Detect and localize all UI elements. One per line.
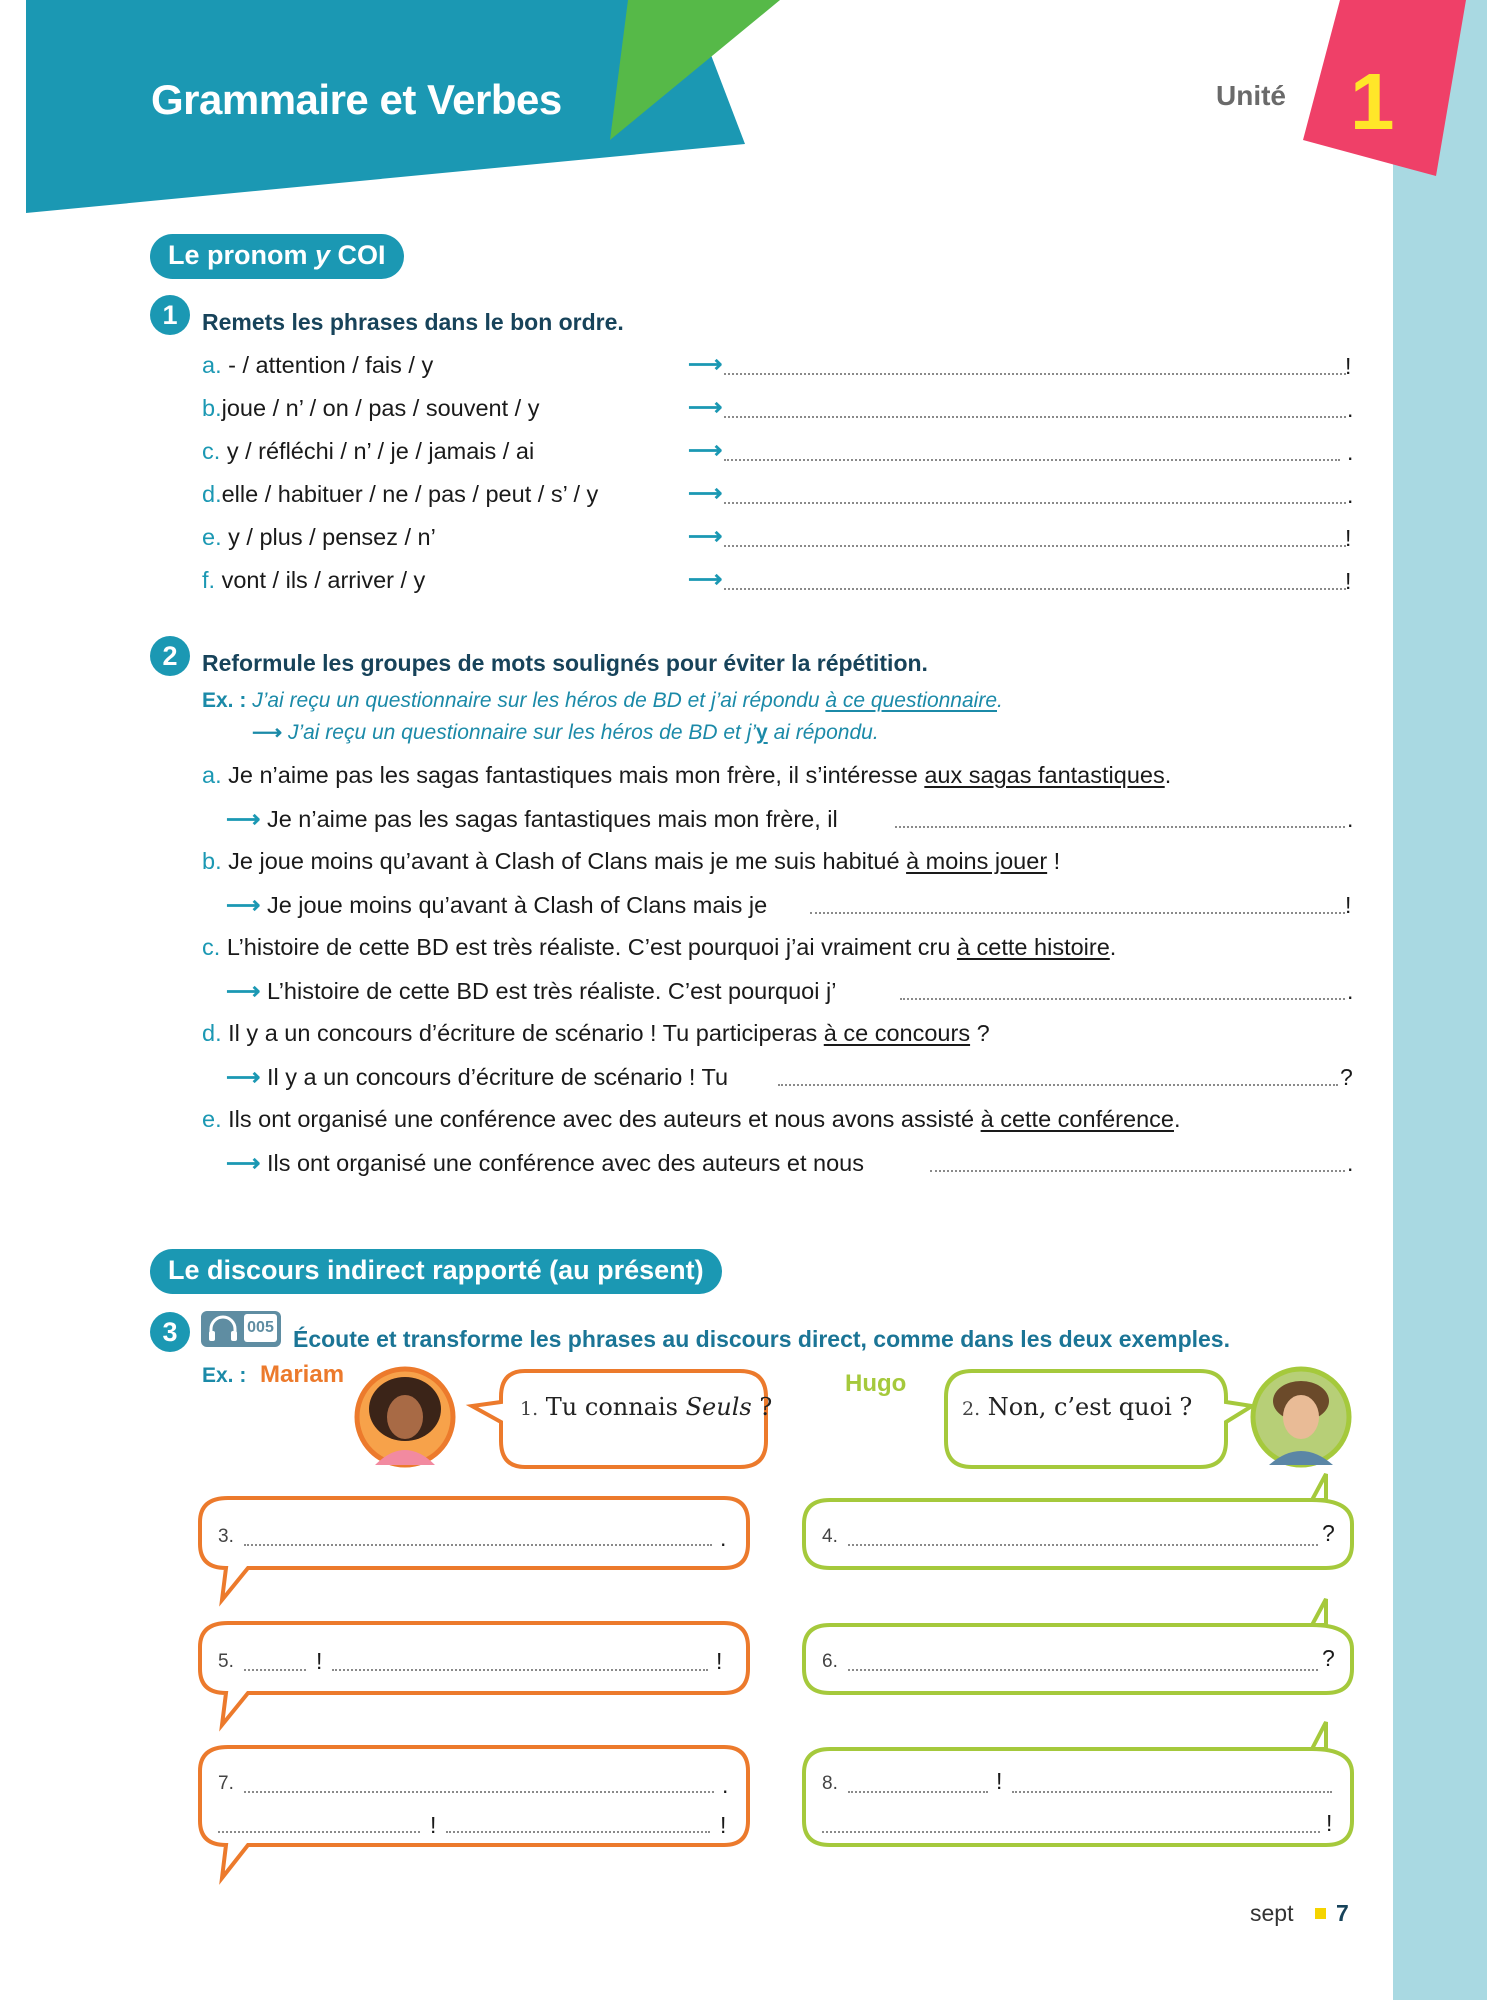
page-number: 7 — [1336, 1900, 1349, 1926]
answer-7-line-2[interactable] — [218, 1831, 420, 1833]
ex1-end-e: ! — [1345, 525, 1352, 551]
arrow-icon: ⟶ — [688, 566, 723, 593]
arrow-icon: ⟶ — [688, 437, 723, 464]
ex2-end-c: . — [1347, 978, 1354, 1004]
arrow-icon: ⟶ — [226, 1150, 261, 1177]
ex3-example-label: Ex. : — [202, 1364, 247, 1387]
ex2-answer-b[interactable] — [810, 912, 1345, 914]
arrow-icon: ⟶ — [226, 978, 261, 1005]
answer-5-line-1[interactable] — [244, 1669, 306, 1671]
arrow-icon: ⟶ — [226, 892, 261, 919]
arrow-icon: ⟶ — [688, 480, 723, 507]
answer-7-end-1: . — [722, 1772, 729, 1798]
exercise-number-3: 3 — [150, 1312, 190, 1352]
ex2-answer-e[interactable] — [930, 1170, 1345, 1172]
ex2-example-line-1: Ex. : J’ai reçu un questionnaire sur les héros de BD et j’ai répondu à ce questionnaire. — [202, 689, 1003, 712]
answer-3-line[interactable] — [244, 1544, 712, 1546]
answer-bubble-7 — [200, 1747, 748, 1878]
ex1-answer-e[interactable] — [724, 545, 1346, 547]
ex1-item-b: b.joue / n’ / on / pas / souvent / y — [202, 395, 540, 421]
bubble-2-text: 2. Non, c’est quoi ? — [962, 1393, 1193, 1421]
page-number-word: sept — [1250, 1900, 1294, 1926]
ex1-end-c: . — [1347, 439, 1354, 465]
answer-bubble-8 — [804, 1722, 1352, 1845]
ex1-end-d: . — [1347, 482, 1354, 508]
answer-6-end: ? — [1322, 1645, 1335, 1671]
unit-label: Unité — [1216, 80, 1286, 111]
unit-number: 1 — [1350, 57, 1395, 146]
answer-8-line-2[interactable] — [1012, 1791, 1332, 1793]
exercise-number-1: 1 — [150, 295, 190, 335]
arrow-icon: ⟶ — [688, 523, 723, 550]
ex1-end-b: . — [1347, 396, 1354, 422]
answer-5-mid: ! — [316, 1648, 323, 1674]
audio-track-badge[interactable] — [201, 1311, 281, 1347]
ex1-item-c: c. y / réfléchi / n’ / je / jamais / ai — [202, 438, 535, 464]
answer-5-line-2[interactable] — [332, 1669, 708, 1671]
answer-5-number: 5. — [218, 1651, 234, 1672]
answer-3-end: . — [720, 1525, 727, 1551]
answer-7-line-1[interactable] — [244, 1791, 714, 1793]
ex2-item-c: c. L’histoire de cette BD est très réaliste. C’est pourquoi j’ai vraiment cru à cette histoire. — [202, 934, 1117, 960]
ex1-answer-c[interactable] — [724, 459, 1340, 461]
answer-bubble-4 — [804, 1474, 1352, 1568]
ex1-item-e: e. y / plus / pensez / n’ — [202, 524, 436, 550]
ex1-end-f: ! — [1345, 568, 1352, 594]
answer-8-line-1[interactable] — [848, 1791, 988, 1793]
section-title-pronom-y: Le pronom y COI — [150, 234, 404, 279]
answer-bubble-5 — [200, 1623, 748, 1725]
arrow-icon: ⟶ — [688, 394, 723, 421]
ex1-item-a: a. - / attention / fais / y — [202, 352, 434, 378]
section-title-discours-indirect: Le discours indirect rapporté (au présent) — [150, 1249, 722, 1294]
ex2-answer-d[interactable] — [778, 1084, 1338, 1086]
answer-8-line-3[interactable] — [822, 1831, 1320, 1833]
answer-7-line-3[interactable] — [446, 1831, 710, 1833]
ex2-end-b: ! — [1345, 892, 1352, 918]
ex1-answer-d[interactable] — [724, 502, 1346, 504]
ex2-item-b: b. Je joue moins qu’avant à Clash of Clans mais je me suis habitué à moins jouer ! — [202, 848, 1061, 874]
page-number-square-icon — [1315, 1908, 1326, 1919]
ex2-answer-prefix-d: ⟶ Il y a un concours d’écriture de scénario ! Tu — [226, 1064, 729, 1091]
audio-track-number: 005 — [244, 1314, 277, 1342]
ex2-item-d: d. Il y a un concours d’écriture de scénario ! Tu participeras à ce concours ? — [202, 1020, 990, 1046]
page-title: Grammaire et Verbes — [151, 76, 562, 123]
answer-7-number: 7. — [218, 1773, 234, 1794]
answer-4-end: ? — [1322, 1520, 1335, 1546]
ex2-answer-prefix-e: ⟶ Ils ont organisé une conférence avec des auteurs et nous — [226, 1150, 864, 1177]
answer-8-end-2: ! — [1326, 1810, 1333, 1836]
ex2-answer-a[interactable] — [895, 826, 1345, 828]
answer-8-number: 8. — [822, 1773, 838, 1794]
ex1-item-f: f. vont / ils / arriver / y — [202, 567, 426, 593]
ex1-end-a: ! — [1345, 353, 1352, 379]
arrow-icon: ⟶ — [226, 1064, 261, 1091]
answer-6-line[interactable] — [848, 1669, 1318, 1671]
ex1-item-d: d.elle / habituer / ne / pas / peut / s’ / y — [202, 481, 599, 507]
answer-7-end-2: ! — [720, 1812, 727, 1838]
answer-6-number: 6. — [822, 1651, 838, 1672]
bubble-1-text: 1. Tu connais Seuls ? — [520, 1393, 773, 1421]
answer-3-number: 3. — [218, 1526, 234, 1547]
headphones-icon — [203, 1311, 243, 1347]
answer-5-end: ! — [716, 1648, 723, 1674]
answer-7-mid-2: ! — [430, 1812, 437, 1838]
exercise-2-instruction: Reformule les groupes de mots soulignés pour éviter la répétition. — [202, 650, 928, 676]
ex2-end-a: . — [1347, 806, 1354, 832]
ex1-answer-f[interactable] — [724, 588, 1346, 590]
ex2-answer-c[interactable] — [900, 998, 1345, 1000]
side-strip — [1393, 0, 1487, 2000]
exercise-3-instruction: Écoute et transforme les phrases au discours direct, comme dans les deux exemples. — [293, 1326, 1230, 1352]
answer-4-line[interactable] — [848, 1544, 1318, 1546]
ex2-item-a: a. Je n’aime pas les sagas fantastiques mais mon frère, il s’intéresse aux sagas fantastiques. — [202, 762, 1172, 788]
ex2-example-line-2: ⟶ J’ai reçu un questionnaire sur les héros de BD et j’y ai répondu. — [252, 721, 879, 744]
ex1-answer-a[interactable] — [724, 373, 1346, 375]
exercise-number-2: 2 — [150, 636, 190, 676]
ex2-answer-prefix-b: ⟶ Je joue moins qu’avant à Clash of Clans mais je — [226, 892, 768, 919]
speaker-mariam: Mariam — [260, 1361, 345, 1388]
speech-bubbles — [0, 1360, 1393, 1900]
ex2-answer-prefix-a: ⟶ Je n’aime pas les sagas fantastiques mais mon frère, il — [226, 806, 838, 833]
ex2-item-e: e. Ils ont organisé une conférence avec des auteurs et nous avons assisté à cette conférence. — [202, 1106, 1181, 1132]
ex1-answer-b[interactable] — [724, 416, 1346, 418]
arrow-icon: ⟶ — [252, 721, 283, 744]
ex2-end-d: ? — [1340, 1064, 1353, 1090]
answer-8-mid-1: ! — [996, 1768, 1003, 1794]
exercise-1-instruction: Remets les phrases dans le bon ordre. — [202, 309, 624, 335]
arrow-icon: ⟶ — [688, 351, 723, 378]
speaker-hugo: Hugo — [845, 1370, 907, 1397]
answer-bubble-3 — [200, 1498, 748, 1600]
answer-bubble-6 — [804, 1599, 1352, 1693]
answer-4-number: 4. — [822, 1526, 838, 1547]
ex2-answer-prefix-c: ⟶ L’histoire de cette BD est très réaliste. C’est pourquoi j’ — [226, 978, 837, 1005]
arrow-icon: ⟶ — [226, 806, 261, 833]
ex2-end-e: . — [1347, 1150, 1354, 1176]
